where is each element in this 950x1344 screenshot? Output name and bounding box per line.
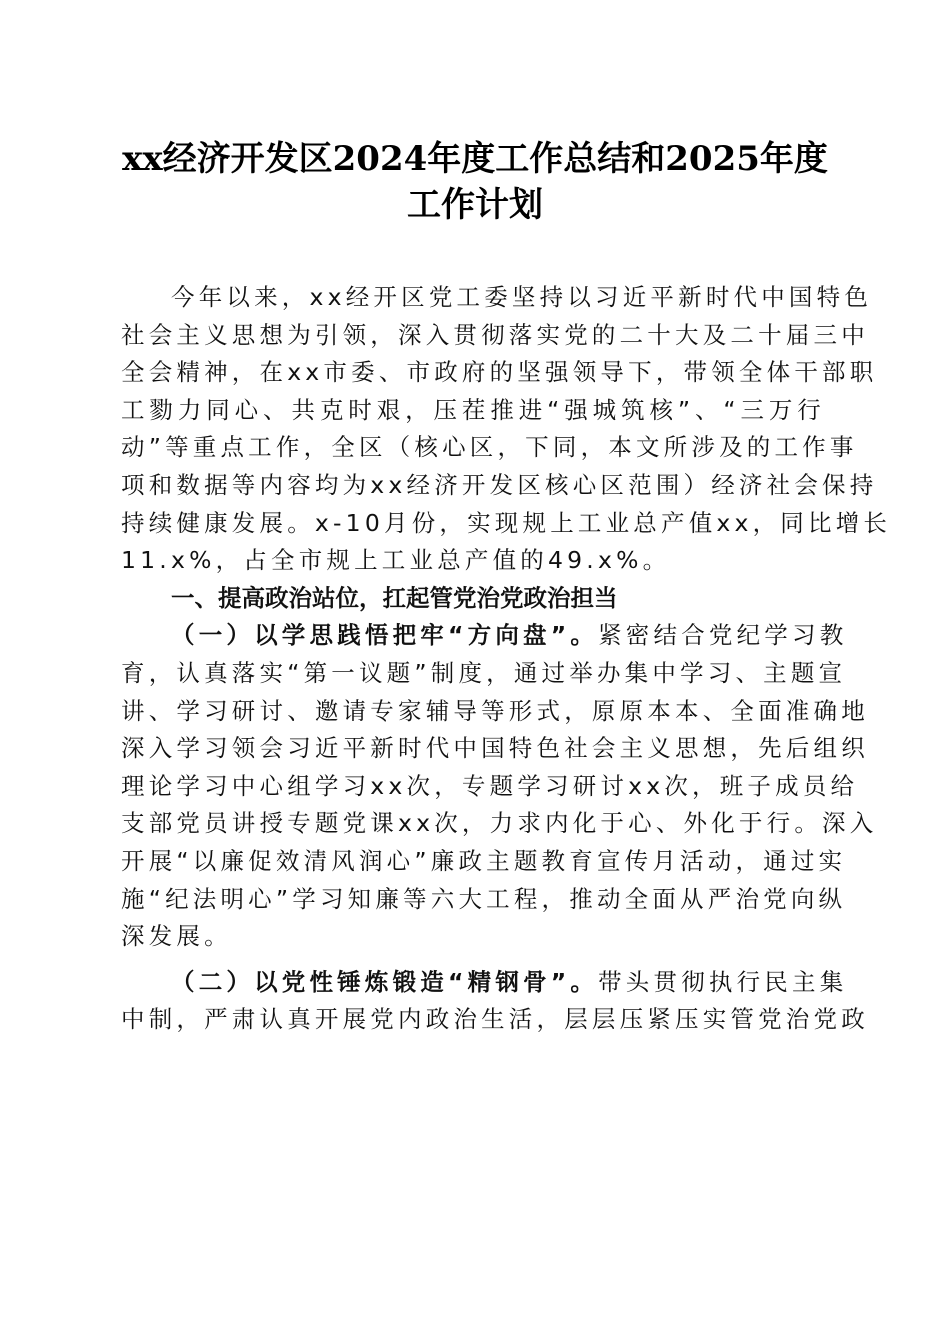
text-line: 讲、学习研讨、邀请专家辅导等形式，原原本本、全面准确地	[121, 696, 869, 725]
text-line: 项和数据等内容均为xx经济开发区核心区范围）经济社会保持	[121, 470, 878, 499]
subsection-lead: （二）以党性锤炼锻造“精钢骨”。	[171, 967, 599, 996]
text-line: 支部党员讲授专题党课xx次，力求内化于心、外化于行。深入	[121, 809, 878, 838]
text-line: 育，认真落实“第一议题”制度，通过举办集中学习、主题宣	[121, 658, 847, 687]
text-line	[121, 617, 848, 655]
title-line-1: xx经济开发区2024年度工作总结和2025年度	[122, 139, 828, 179]
text-line: 深发展。	[121, 922, 232, 951]
document-title	[60, 136, 890, 228]
text-line: 今年以来，xx经开区党工委坚持以习近平新时代中国特色	[171, 283, 873, 311]
paragraph-spacer	[121, 956, 825, 964]
text-line: 理论学习中心组学习xx次，专题学习研讨xx次，班子成员给	[121, 771, 859, 800]
section-heading: 一、提高政治站位，扛起管党治党政治担当	[171, 583, 618, 612]
title-line-2: 工作计划	[407, 185, 543, 225]
text-line: 社会主义思想为引领，深入贯彻落实党的二十大及二十届三中	[121, 320, 869, 349]
text-line: 动”等重点工作，全区（核心区，下同，本文所涉及的工作事	[121, 433, 858, 462]
text-line: 深入学习领会习近平新时代中国特色社会主义思想，先后组织	[121, 734, 869, 763]
subsection-lead: （一）以学思践悟把牢“方向盘”。	[171, 621, 599, 650]
text-fragment: 带头贯彻执行民主集	[598, 967, 848, 996]
subsection-2	[121, 964, 869, 1039]
subsection-1	[121, 617, 878, 955]
document-body	[121, 279, 892, 1039]
intro-paragraph	[121, 279, 892, 580]
text-line: 施“纪法明心”学习知廉等六大工程，推动全面从严治党向纵	[121, 884, 847, 913]
text-line	[121, 964, 848, 1002]
text-fragment: 紧密结合党纪学习教	[598, 621, 848, 650]
text-line: 全会精神，在xx市委、市政府的坚强领导下，带领全体干部职	[121, 358, 878, 387]
text-line: 开展“以廉促效清风润心”廉政主题教育宣传月活动，通过实	[121, 846, 847, 875]
text-line: 中制，严肃认真开展党内政治生活，层层压紧压实管党治党政	[121, 1005, 869, 1034]
text-line: 工勠力同心、共克时艰，压茬推进“强城筑核”、“三万行	[121, 395, 825, 424]
text-line: 持续健康发展。x-10月份，实现规上工业总产值xx，同比增长	[121, 508, 892, 537]
text-line: 11.x%，占全市规上工业总产值的49.x%。	[121, 546, 671, 575]
